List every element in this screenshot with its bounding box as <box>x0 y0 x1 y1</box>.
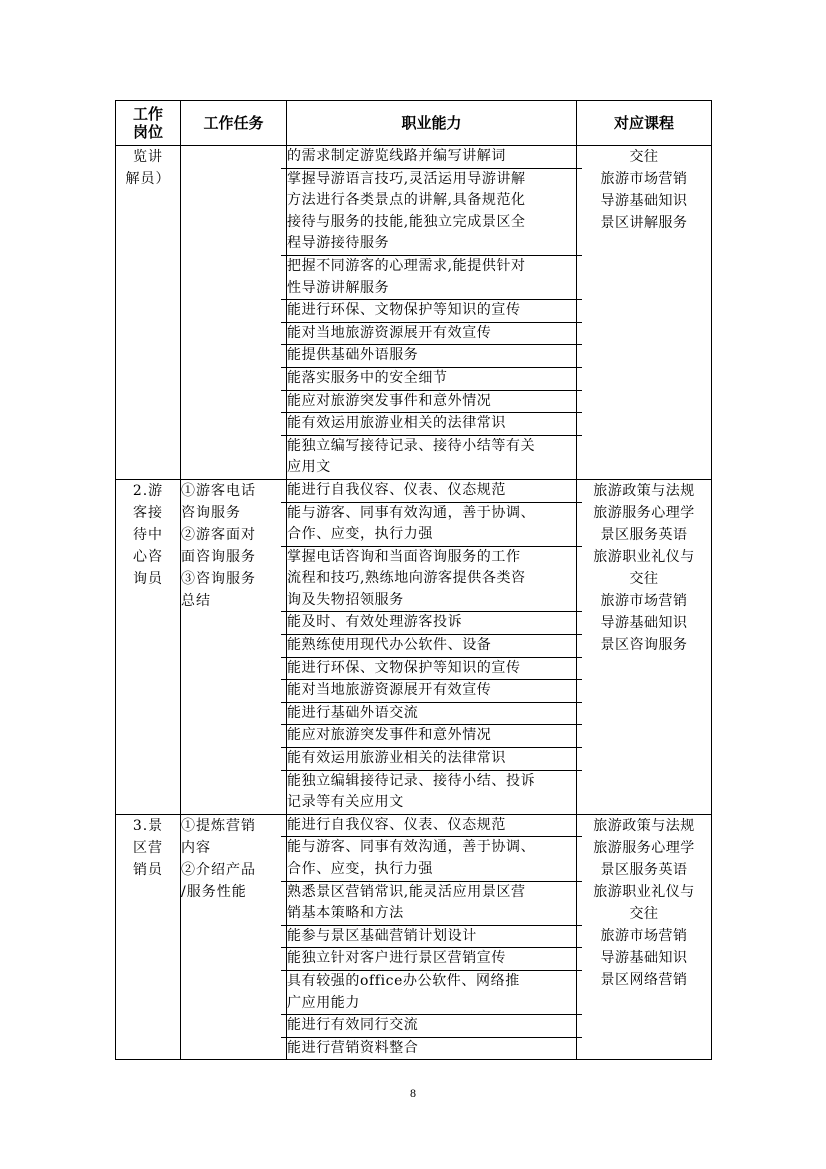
ability-item <box>281 368 582 391</box>
ability-item <box>281 146 582 169</box>
table-header-row <box>116 101 712 146</box>
ability-item <box>281 1015 582 1038</box>
ability-line: 能落实服务中的安全细节 <box>287 369 448 386</box>
task-line: ①提炼营销 <box>181 817 256 834</box>
course-line: 旅游服务心理学 <box>593 839 695 856</box>
course-line: 旅游政策与法规 <box>593 817 695 834</box>
ability-item <box>281 926 582 949</box>
ability-line: 能进行有效同行交流 <box>287 1017 419 1034</box>
ability-line: 性导游讲解服务 <box>287 279 390 296</box>
task-line: 内容 <box>181 839 211 856</box>
ability-line: 能参与景区基础营销计划设计 <box>287 927 477 944</box>
courses-cell <box>577 146 712 480</box>
ability-line: 能进行环保、文物保护等知识的宣传 <box>287 659 521 676</box>
ability-item <box>281 391 582 414</box>
ability-line: 方法进行各类景点的讲解,具备规范化 <box>287 192 526 209</box>
ability-item <box>281 971 582 1015</box>
ability-line: 能独立编写接待记录、接待小结等有关 <box>287 437 536 454</box>
ability-line: 能及时、有效处理游客投诉 <box>287 614 463 631</box>
ability-item <box>281 882 582 926</box>
post-line: 览讲 <box>133 149 163 165</box>
header-ability: 职业能力 <box>287 101 577 146</box>
ability-line: 掌握导游语言技巧,灵活运用导游讲解 <box>287 170 526 187</box>
ability-line: 接待与服务的技能,能独立完成景区全 <box>287 213 526 230</box>
course-line: 景区讲解服务 <box>600 215 688 231</box>
page-number: 8 <box>410 1086 416 1100</box>
ability-line: 能对当地旅游资源展开有效宣传 <box>287 682 492 699</box>
post-line: 客接 <box>133 504 163 521</box>
course-line: 交往 <box>629 905 659 922</box>
table-row <box>116 146 712 480</box>
ability-line: 能提供基础外语服务 <box>287 347 419 364</box>
task-cell <box>181 479 287 814</box>
ability-item <box>281 503 582 547</box>
job-ability-table <box>115 100 712 1060</box>
ability-cell <box>287 479 577 814</box>
ability-line: 程导游接待服务 <box>287 235 390 252</box>
ability-item <box>281 680 582 703</box>
ability-line: 把握不同游客的心理需求,能提供针对 <box>287 257 526 274</box>
task-line: ②游客面对 <box>181 526 256 543</box>
ability-cell <box>287 146 577 480</box>
ability-line: 合作、应变，执行力强 <box>287 861 433 877</box>
table-row <box>116 479 712 814</box>
ability-line: 应用文 <box>287 459 331 476</box>
ability-line: 能进行营销资料整合 <box>287 1039 419 1056</box>
ability-line: 能有效运用旅游业相关的法律常识 <box>287 750 506 767</box>
ability-item <box>281 658 582 681</box>
courses-cell <box>577 814 712 1060</box>
header-post: 工作 岗位 <box>116 101 181 146</box>
course-line: 景区网络营销 <box>600 971 688 988</box>
ability-item <box>281 169 582 256</box>
course-line: 旅游政策与法规 <box>593 482 695 499</box>
ability-line: 能应对旅游突发事件和意外情况 <box>287 392 492 409</box>
course-line: 交往 <box>629 570 659 587</box>
ability-line: 的需求制定游览线路并编写讲解词 <box>287 148 506 164</box>
ability-item <box>281 413 582 436</box>
ability-cell <box>287 814 577 1060</box>
ability-line: 合作、应变，执行力强 <box>287 526 433 543</box>
ability-line: 销基本策略和方法 <box>287 905 404 922</box>
ability-line: 能进行环保、文物保护等知识的宣传 <box>287 302 521 319</box>
post-line: 心咨 <box>133 548 163 565</box>
post-line: 3.景 <box>132 817 164 834</box>
post-cell <box>116 146 181 480</box>
task-cell <box>181 814 287 1060</box>
header-task: 工作任务 <box>181 101 287 146</box>
ability-item <box>281 323 582 346</box>
post-line: 区营 <box>133 839 163 856</box>
ability-line: 记录等有关应用文 <box>287 794 404 811</box>
post-cell <box>116 479 181 814</box>
ability-item <box>281 345 582 368</box>
ability-item <box>281 771 582 814</box>
course-line: 旅游市场营销 <box>600 171 688 187</box>
task-line: 咨询服务 <box>181 504 241 521</box>
course-line: 景区服务英语 <box>600 526 688 543</box>
ability-line: 询及失物招领服务 <box>287 591 404 608</box>
task-line: ①游客电话 <box>181 482 256 499</box>
task-line: ②介绍产品 <box>181 861 256 878</box>
post-line: 销员 <box>133 861 163 878</box>
ability-line: 能有效运用旅游业相关的法律常识 <box>287 415 506 432</box>
ability-item <box>281 725 582 748</box>
courses-cell <box>577 479 712 814</box>
course-line: 旅游市场营销 <box>600 592 688 609</box>
ability-item <box>281 635 582 658</box>
post-line: 2.游 <box>132 482 164 499</box>
task-line: 总结 <box>181 592 211 609</box>
course-line: 导游基础知识 <box>600 949 688 966</box>
ability-item <box>281 256 582 300</box>
course-line: 旅游职业礼仪与 <box>593 883 695 900</box>
ability-item <box>281 748 582 771</box>
post-cell <box>116 814 181 1060</box>
course-line: 旅游服务心理学 <box>593 504 695 521</box>
course-line: 旅游市场营销 <box>600 927 688 944</box>
task-cell <box>181 146 287 480</box>
ability-line: 能进行自我仪容、仪表、仪态规范 <box>287 816 506 833</box>
ability-line: 能与游客、同事有效沟通，善于协调、 <box>287 839 536 856</box>
course-line: 景区咨询服务 <box>600 636 688 653</box>
course-line: 导游基础知识 <box>600 614 688 631</box>
ability-line: 能独立编辑接待记录、接待小结、投诉 <box>287 772 536 789</box>
ability-item <box>281 703 582 726</box>
task-line: 面咨询服务 <box>181 548 256 565</box>
post-line: 解员） <box>125 171 171 187</box>
ability-line: 能与游客、同事有效沟通，善于协调、 <box>287 504 536 521</box>
ability-line: 熟悉景区营销常识,能灵活应用景区营 <box>287 883 526 900</box>
ability-item <box>281 815 582 838</box>
ability-line: 掌握电话咨询和当面咨询服务的工作 <box>287 548 521 565</box>
task-line: /服务性能 <box>181 883 247 900</box>
course-line: 导游基础知识 <box>600 193 688 209</box>
ability-item <box>281 480 582 503</box>
post-line: 待中 <box>133 526 163 543</box>
ability-item <box>281 612 582 635</box>
course-line: 交往 <box>629 149 659 165</box>
ability-line: 广应用能力 <box>287 994 360 1011</box>
ability-line: 能独立针对客户进行景区营销宣传 <box>287 950 506 967</box>
ability-item <box>281 948 582 971</box>
ability-item <box>281 300 582 323</box>
ability-item <box>281 547 582 613</box>
ability-line: 能应对旅游突发事件和意外情况 <box>287 727 492 744</box>
task-line: ③咨询服务 <box>181 570 256 587</box>
ability-line: 能熟练使用现代办公软件、设备 <box>287 637 492 654</box>
ability-line: 具有较强的office办公软件、网络推 <box>287 972 520 989</box>
ability-line: 能进行自我仪容、仪表、仪态规范 <box>287 481 506 498</box>
ability-line: 流程和技巧,熟练地向游客提供各类咨 <box>287 570 526 587</box>
course-line: 旅游职业礼仪与 <box>593 548 695 565</box>
ability-item <box>281 837 582 881</box>
table-row <box>116 814 712 1060</box>
ability-item <box>281 436 582 479</box>
ability-item <box>281 1038 582 1060</box>
header-courses: 对应课程 <box>577 101 712 146</box>
post-line: 询员 <box>133 570 163 587</box>
course-line: 景区服务英语 <box>600 861 688 878</box>
ability-line: 能对当地旅游资源展开有效宣传 <box>287 324 492 341</box>
ability-line: 能进行基础外语交流 <box>287 704 419 721</box>
